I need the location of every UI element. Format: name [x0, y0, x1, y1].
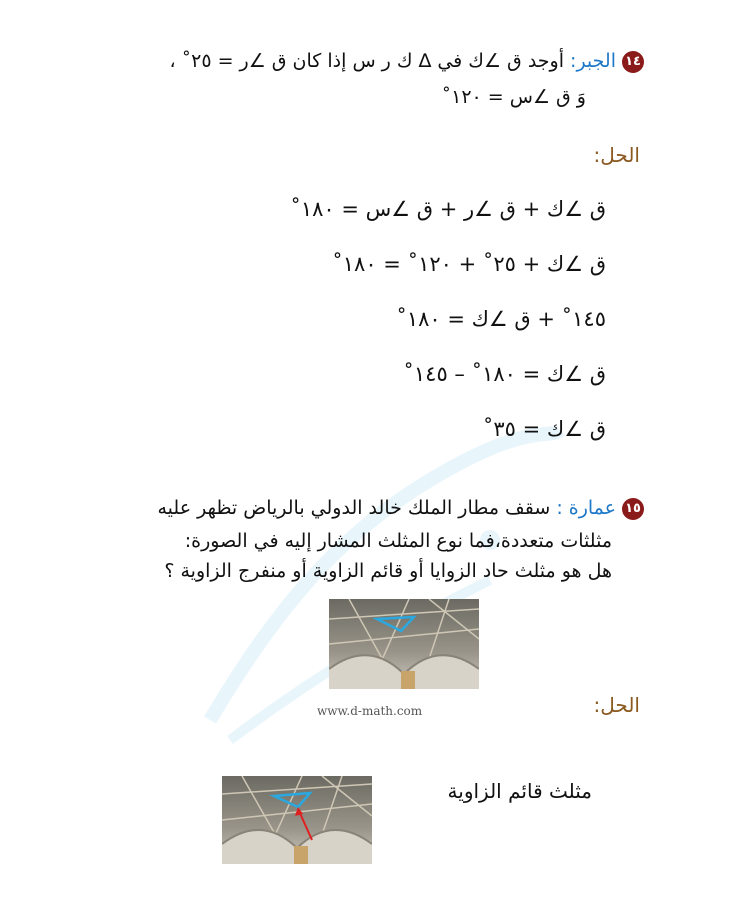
equation-5: ق ∠ك = ٣٥˚ — [482, 417, 606, 441]
solution-label-2: الحل: — [593, 693, 640, 717]
problem-14-text-1: أوجد ق ∠ك في ∆ ك ر س إذا كان ق ∠ر = ٢٥˚ ، — [169, 50, 564, 72]
problem-15-text-1: سقف مطار الملك خالد الدولي بالرياض تظهر عليه — [157, 497, 551, 519]
airport-roof-photo-annotated — [222, 776, 372, 864]
airport-roof-photo — [329, 599, 479, 689]
equation-2: ق ∠ك + ٢٥˚ + ١٢٠˚ = ١٨٠˚ — [332, 252, 606, 276]
watermark-calligraphy — [190, 420, 570, 750]
problem-14-line-1 — [169, 50, 644, 73]
problem-15-text-3: هل هو مثلث حاد الزوايا أو قائم الزاوية أو منفرج الزاوية ؟ — [164, 560, 612, 582]
problem-14-text-2: وَ ق ∠س = ١٢٠˚ — [441, 86, 586, 108]
problem-14-category: الجبر: — [570, 50, 616, 72]
problem-14-badge: ١٤ — [622, 51, 644, 73]
solution-label: الحل: — [593, 143, 640, 167]
problem-15-text-2: مثلثات متعددة،فما نوع المثلث المشار إليه في الصورة: — [184, 530, 612, 552]
answer-text: مثلث قائم الزاوية — [447, 779, 592, 803]
equation-1: ق ∠ك + ق ∠ر + ق ∠س = ١٨٠˚ — [290, 197, 606, 221]
problem-15-line-1 — [158, 497, 645, 520]
equation-4: ق ∠ك = ١٨٠˚ – ١٤٥˚ — [403, 362, 606, 386]
website-url: www.d-math.com — [317, 704, 423, 718]
problem-15-badge: ١٥ — [622, 498, 644, 520]
equation-3: ١٤٥˚ + ق ∠ك = ١٨٠˚ — [396, 307, 606, 331]
problem-15-category: عمارة : — [556, 497, 616, 519]
